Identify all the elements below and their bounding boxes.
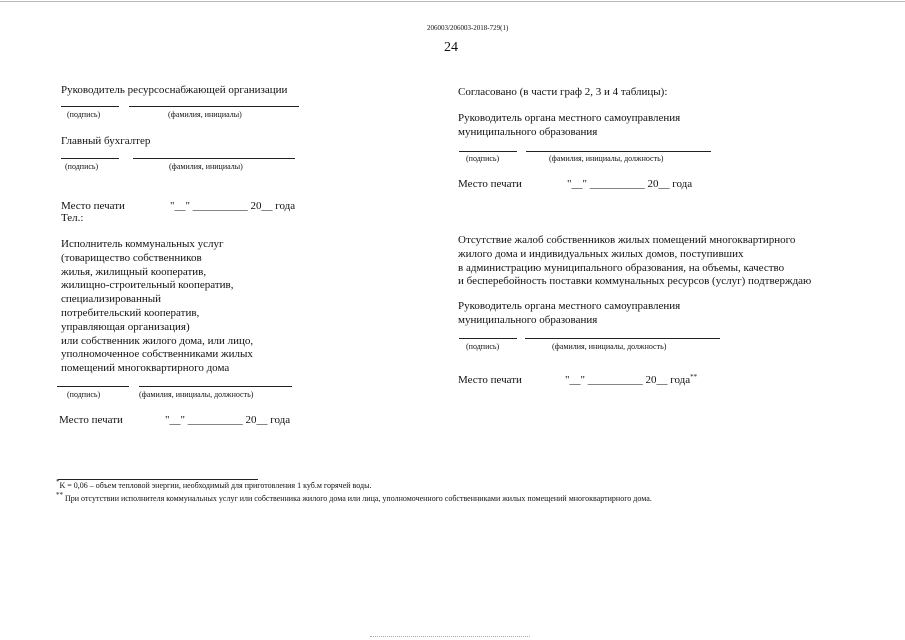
municipal2-name-line (525, 338, 720, 339)
scan-edge-bottom (370, 636, 530, 637)
complaints-statement (458, 234, 811, 289)
municipal-name-caption: (фамилия, инициалы, должность) (549, 154, 664, 163)
supplier-name-caption: (фамилия, инициалы) (168, 110, 242, 119)
executor-signature-line (57, 386, 129, 387)
executor-line: жилищно-строительный кооператив, (61, 279, 234, 292)
executor-line: специализированный (61, 293, 161, 306)
phone-label: Тел.: (61, 212, 84, 224)
right-stamp2-date-text: "__" __________ 20__ года (565, 374, 691, 386)
complaints-line: Отсутствие жалоб собственников жилых помещений многоквартирного (458, 234, 796, 246)
municipal-head-line: муниципального образования (458, 125, 598, 138)
complaints-line: и бесперебойность поставки коммунальных ресурсов (услуг) подтверждаю (458, 275, 812, 288)
supplier-head-label: Руководитель ресурсоснабжающей организации (61, 84, 288, 96)
municipal2-signature-line (459, 338, 517, 339)
supplier-signature-caption: (подпись) (67, 110, 101, 119)
accountant-name-line (133, 158, 295, 159)
executor-description (61, 238, 253, 376)
right-stamp2-date (565, 374, 697, 388)
municipal-head-label (458, 112, 680, 140)
footnote-2 (56, 491, 652, 503)
stamp-label: Место печати (61, 200, 125, 212)
footnote-1-text: K = 0,06 – объем тепловой энергии, необходимый для приготовления 1 куб.м горячей воды. (59, 481, 372, 490)
municipal-signature-line (459, 151, 517, 152)
accountant-signature-caption: (подпись) (65, 162, 99, 171)
accountant-name-caption: (фамилия, инициалы) (169, 162, 243, 171)
executor-line: уполномоченное собственниками жилых (61, 348, 253, 361)
right-stamp-date: "__" __________ 20__ года (567, 178, 693, 190)
executor-line: управляющая организация) (61, 320, 190, 333)
footnote-2-text: При отсутствии исполнителя коммунальных услуг или собственника жилого дома или лица, уполномоченного собственниками жилых помещений многоквартирного дома. (65, 494, 652, 503)
executor-line: помещений многоквартирного дома (61, 362, 230, 375)
executor-line: жилья, жилищный кооператив, (61, 265, 207, 278)
right-stamp2-label: Место печати (458, 374, 522, 386)
executor-line: (товарищество собственников (61, 251, 202, 264)
municipal-head2-line: Руководитель органа местного самоуправления (458, 300, 681, 312)
page-number: 24 (444, 40, 458, 55)
supplier-signature-line (61, 106, 119, 107)
scan-edge-top (0, 1, 905, 2)
chief-accountant-label: Главный бухгалтер (61, 135, 151, 147)
executor-name-line (139, 386, 292, 387)
municipal-head2-line: муниципального образования (458, 313, 598, 326)
agreed-label: Согласовано (в части граф 2, 3 и 4 таблицы): (458, 86, 668, 98)
complaints-line: жилого дома и индивидуальных жилых домов, поступивших (458, 247, 744, 260)
footnote-separator (58, 479, 258, 480)
municipal2-signature-caption: (подпись) (466, 342, 500, 351)
stamp-date: "__" __________ 20__ года (170, 200, 296, 212)
complaints-line: в администрацию муниципального образования, на объемы, качество (458, 261, 785, 274)
right-stamp-label: Место печати (458, 178, 522, 190)
footnote-2-marker: ** (56, 491, 63, 499)
supplier-name-line (129, 106, 299, 107)
executor-line: потребительский кооператив, (61, 306, 200, 319)
municipal-head-line: Руководитель органа местного самоуправления (458, 112, 681, 124)
footnote-marker-double: ** (690, 373, 698, 381)
document-code: 206003/206003-2018-729(1) (427, 24, 509, 32)
executor-line: или собственник жилого дома, или лицо, (61, 334, 254, 347)
municipal-signature-caption: (подпись) (466, 154, 500, 163)
executor-stamp-date: "__" __________ 20__ года (165, 414, 291, 426)
executor-signature-caption: (подпись) (67, 390, 101, 399)
municipal-head2-label (458, 300, 680, 328)
executor-line: Исполнитель коммунальных услуг (61, 238, 224, 250)
executor-name-caption: (фамилия, инициалы, должность) (139, 390, 254, 399)
accountant-signature-line (61, 158, 119, 159)
footnote-1-marker: * (56, 478, 60, 486)
municipal2-name-caption: (фамилия, инициалы, должность) (552, 342, 667, 351)
municipal-name-line (526, 151, 711, 152)
executor-stamp-label: Место печати (59, 414, 123, 426)
footnote-1 (56, 478, 372, 490)
